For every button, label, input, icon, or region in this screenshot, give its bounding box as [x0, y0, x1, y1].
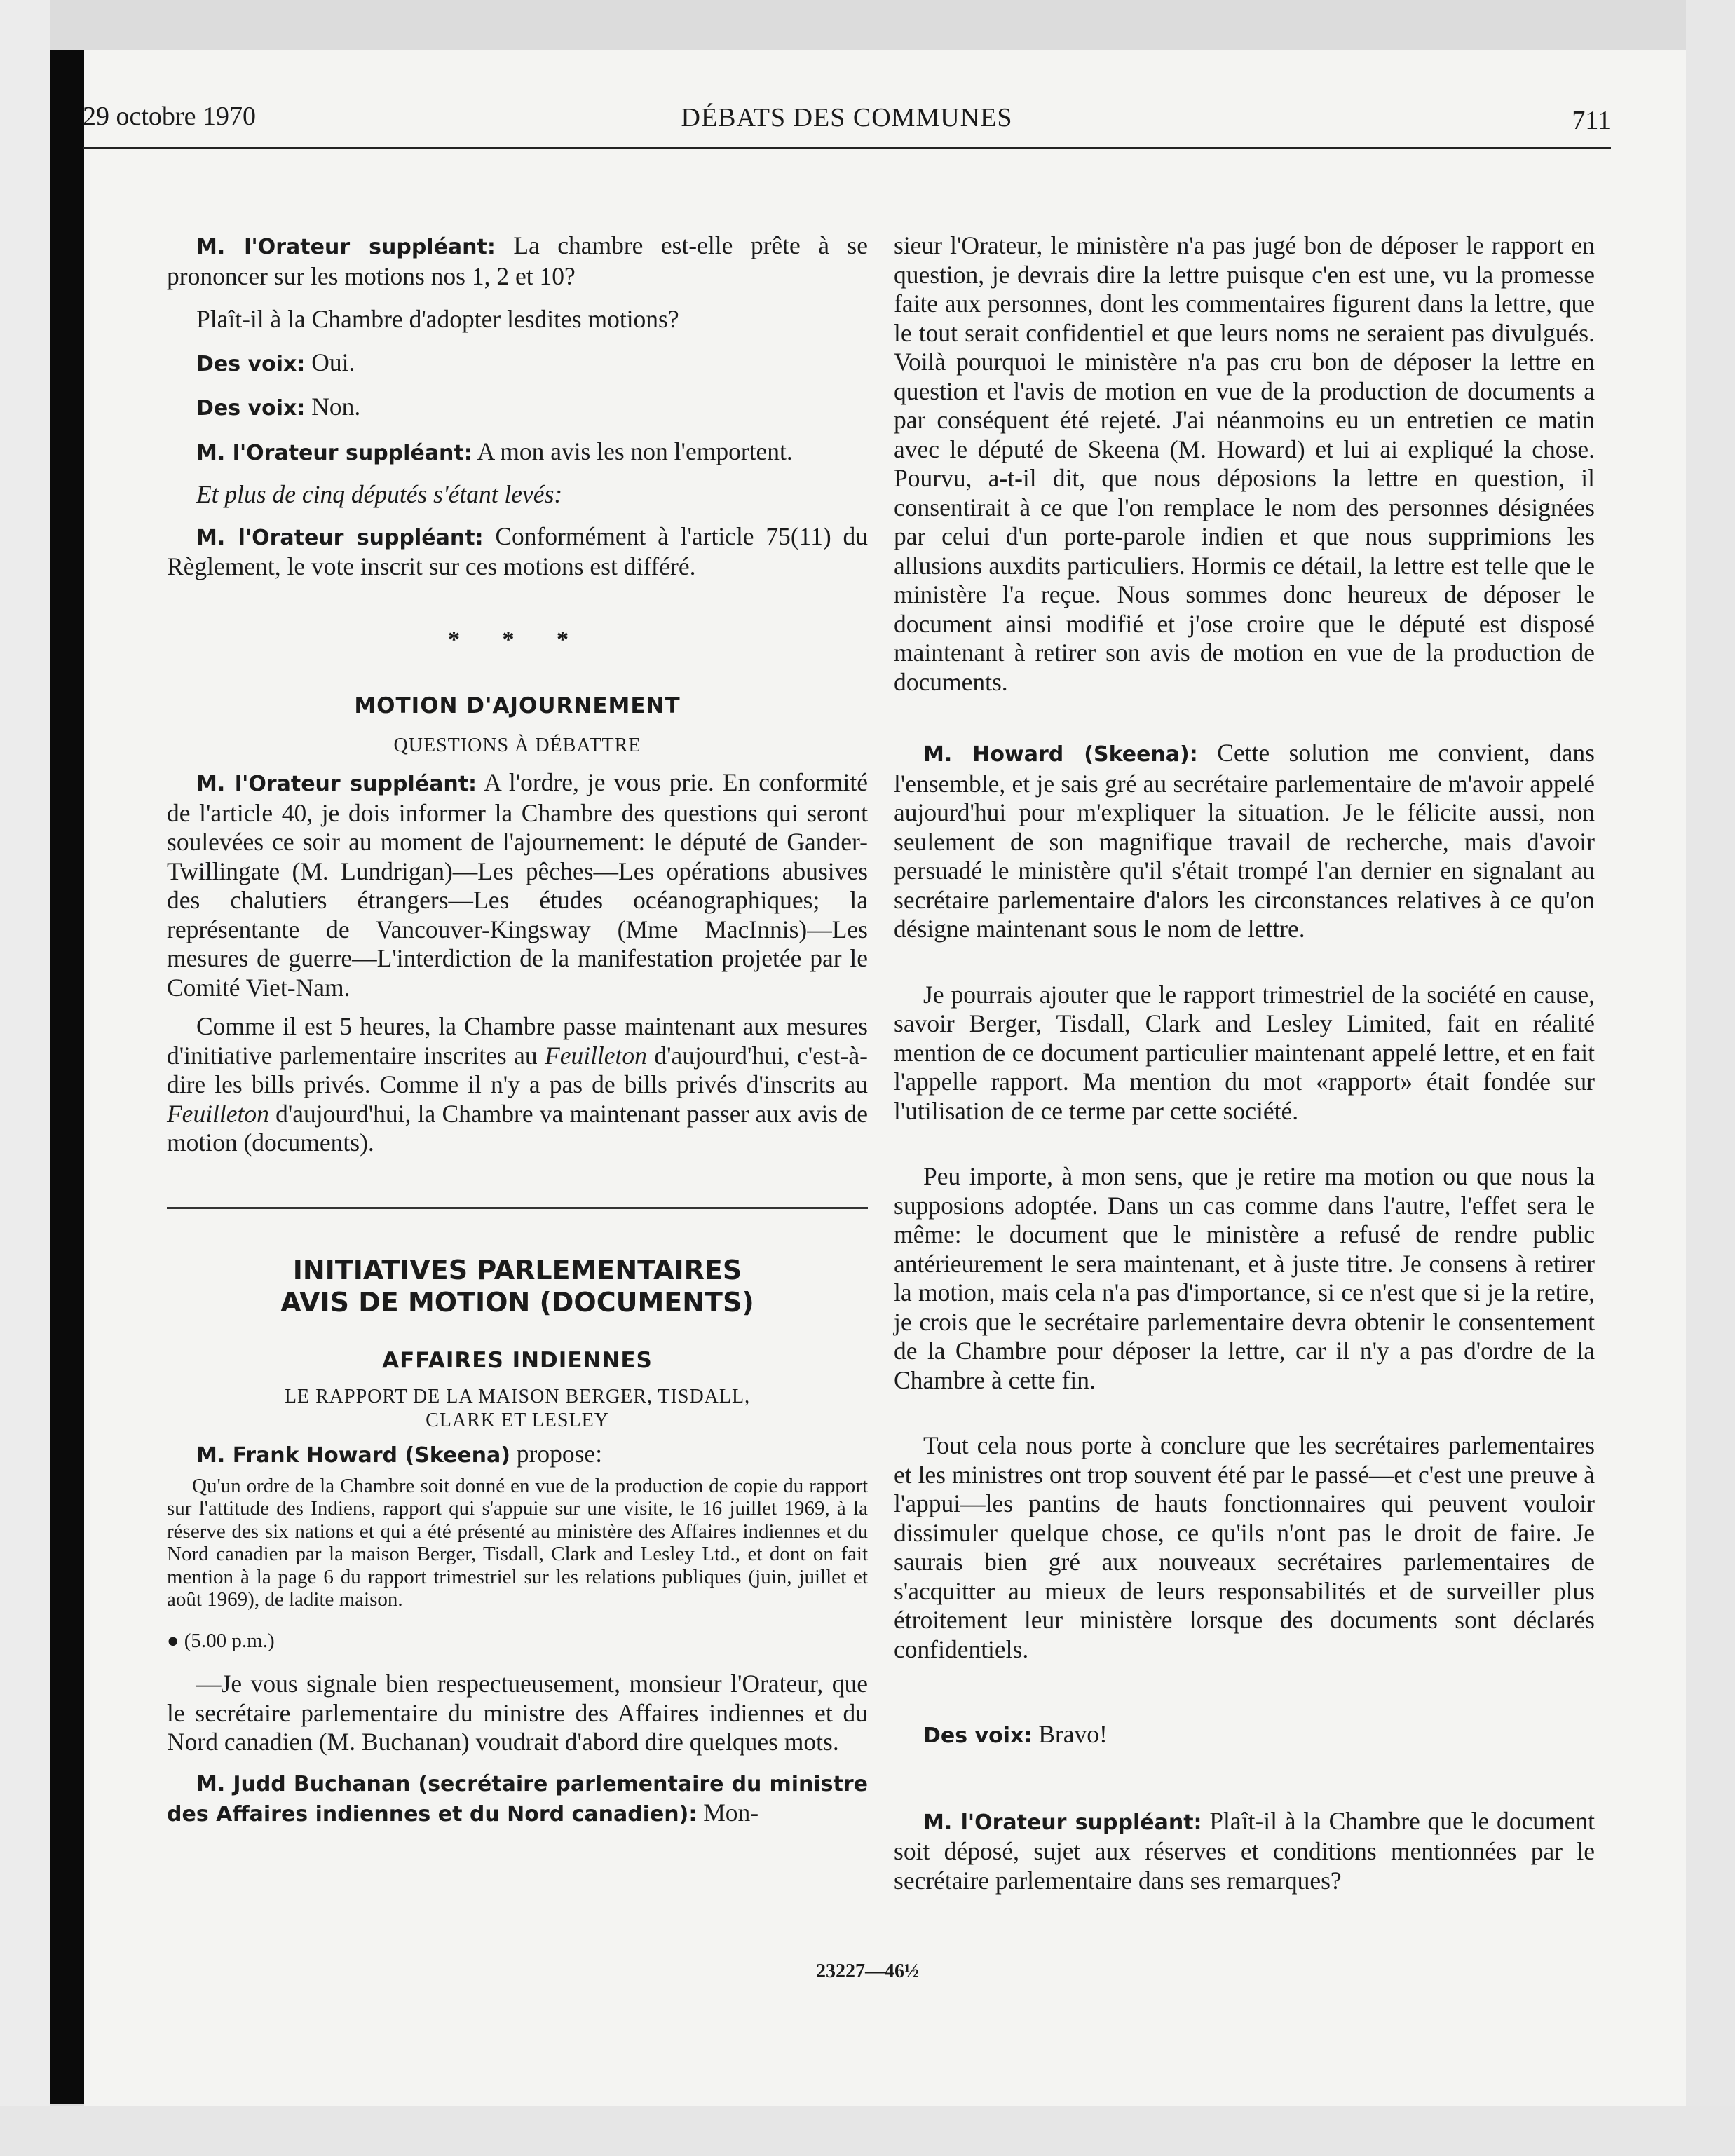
paragraph: M. Frank Howard (Skeena) propose:: [196, 1440, 603, 1468]
speaker-name: M. l'Orateur suppléant:: [196, 235, 496, 259]
header-title: DÉBATS DES COMMUNES: [681, 103, 1013, 132]
scan-binding-shadow: [50, 50, 84, 2104]
speaker-name: Des voix:: [196, 351, 306, 376]
paragraph: —Je vous signale bien respectueusement, monsieur l'Orateur, que le secrétaire parlementaire du ministre des Affaires indiennes et du Nord canadien (M. Buchanan) voudrait d'abord dire quelques mots.: [167, 1670, 868, 1756]
left-column: [167, 231, 868, 1829]
paragraph: Des voix: Bravo!: [923, 1720, 1108, 1748]
speaker-name: M. Frank Howard (Skeena): [196, 1443, 510, 1468]
right-column: [894, 231, 1595, 1895]
speaker-name: M. l'Orateur suppléant:: [923, 1810, 1202, 1835]
section-heading: AVIS DE MOTION (DOCUMENTS): [280, 1286, 754, 1318]
page-number: 711: [1572, 106, 1611, 135]
section-separator: * * *: [448, 626, 587, 653]
scan-bottom-margin: [0, 2106, 1735, 2156]
section-subheading: CLARK ET LESLEY: [426, 1410, 609, 1431]
stage-direction: Et plus de cinq députés s'étant levés:: [196, 480, 563, 508]
paragraph: Peu importe, à mon sens, que je retire ma motion ou que nous la supposions adoptée. Dans un cas comme dans l'autre, l'effet sera le même: le document que le ministère a refusé de rendre public antérieurement le sera maintenant, et à juste titre. Je consens à retirer la motion, mais cela n'a pas d'importance, si ce n'est que si je la retire, je crois que le secrétaire parlementaire devra obtenir le consentement de la Chambre pour déposer la lettre, car il n'y a pas d'ordre de la Chambre à cette fin.: [894, 1162, 1595, 1394]
paragraph: Des voix: Oui.: [196, 348, 355, 376]
scan-right-margin: [1686, 0, 1735, 2156]
paragraph: M. l'Orateur suppléant: A mon avis les non l'emportent.: [196, 437, 793, 465]
speaker-name: M. l'Orateur suppléant:: [196, 525, 484, 550]
paragraph: M. l'Orateur suppléant: La chambre est-elle prête à se prononcer sur les motions nos 1, 2 et 10?: [167, 231, 868, 290]
paragraph: Des voix: Non.: [196, 393, 361, 421]
section-subheading: LE RAPPORT DE LA MAISON BERGER, TISDALL,: [284, 1386, 751, 1407]
paragraph: Je pourrais ajouter que le rapport trimestriel de la société en cause, savoir Berger, Tisdall, Clark and Lesley Limited, fait en réalité mention de ce document particulier maintenant appelé lettre, et en fait l'appelle rapport. Ma mention du mot «rapport» était fondée sur l'utilisation de ce terme par cette société.: [894, 980, 1595, 1125]
speaker-name: M. Judd Buchanan (secrétaire parlementaire du ministre des Affaires indiennes et du Nord canadien):: [167, 1771, 868, 1827]
speaker-name: Des voix:: [923, 1724, 1033, 1748]
speaker-name: Des voix:: [196, 396, 306, 421]
header-date: 29 octobre 1970: [83, 102, 256, 131]
section-heading: INITIATIVES PARLEMENTAIRES: [292, 1254, 742, 1285]
section-divider: [167, 1207, 868, 1209]
speaker-name: M. l'Orateur suppléant:: [196, 772, 477, 796]
paragraph: Plaît-il à la Chambre d'adopter lesdites motions?: [196, 305, 679, 333]
paragraph: M. l'Orateur suppléant: Conformément à l'article 75(11) du Règlement, le vote inscrit sur ces motions est différé.: [167, 521, 868, 580]
paragraph: M. Howard (Skeena): Cette solution me convient, dans l'ensemble, et je sais gré au secrétaire parlementaire de m'avoir appelé aujourd'hui pour m'expliquer la situation. Je le félicite aussi, non seulement de son magnifique travail de recherche, mais d'avoir persuadé le ministère qu'il s'était trompé l'an dernier en signalant au secrétaire parlementaire d'alors les circonstances relatives à ce qu'on désigne maintenant sous le nom de lettre.: [894, 739, 1595, 943]
page-header: [83, 98, 1611, 149]
section-subheading: QUESTIONS À DÉBATTRE: [393, 734, 641, 756]
paragraph: M. Judd Buchanan (secrétaire parlementaire du ministre des Affaires indiennes et du Nord canadien): Mon-: [167, 1771, 868, 1827]
speaker-name: M. l'Orateur suppléant:: [196, 440, 472, 465]
paragraph: M. l'Orateur suppléant: Plaît-il à la Chambre que le document soit déposé, sujet aux réserves et conditions mentionnées par le secrétaire parlementaire dans ses remarques?: [894, 1806, 1595, 1895]
speaker-name: M. Howard (Skeena):: [923, 742, 1198, 767]
print-code-footer: 23227—46½: [816, 1960, 919, 1982]
section-heading: MOTION D'AJOURNEMENT: [354, 693, 681, 718]
motion-text: Qu'un ordre de la Chambre soit donné en vue de la production de copie du rapport sur l'attitude des Indiens, rapport qui s'appuie sur une visite, le 16 juillet 1969, à la réserve des six nations et qui a été présenté au ministère des Affaires indiennes et du Nord canadien par la maison Berger, Tisdall, Clark and Lesley Ltd., et dont on fait mention à la page 6 du rapport trimestriel sur les relations publiques (juin, juillet et août 1969), de ladite maison.: [167, 1474, 868, 1611]
time-marker: ● (5.00 p.m.): [167, 1629, 275, 1652]
paragraph: sieur l'Orateur, le ministère n'a pas jugé bon de déposer le rapport en question, je devrais dire la lettre puisque c'en est une, vu la promesse faite aux personnes, dont les commentaires figurent dans la lettre, que le tout serait confidentiel et que leurs noms ne seraient pas divulgués. Voilà pourquoi le ministère n'a pas cru bon de déposer la lettre en question et l'avis de motion en vue de la production de documents a par conséquent été rejeté. J'ai néanmoins eu un entretien ce matin avec le député de Skeena (M. Howard) et lui ai expliqué la chose. Pourvu, a-t-il dit, que nous déposions la lettre en question, il consentirait à ce que l'on remplace le nom des personnes désignées par celui d'un porte-parole indien et que nous supprimions les allusions auxdits particuliers. Hormis ce détail, la lettre est telle que le ministère l'a reçue. Nous sommes donc heureux de déposer le document ainsi modifié et j'ose croire que le député est disposé maintenant à retirer son avis de motion en vue de la production de documents.: [894, 231, 1595, 696]
scan-left-margin: [0, 0, 50, 2156]
paragraph: M. l'Orateur suppléant: A l'ordre, je vous prie. En conformité de l'article 40, je dois informer la Chambre des questions qui seront soulevées ce soir au moment de l'ajournement: le député de Gander-Twillingate (M. Lundrigan)—Les pêches—Les opérations abusives des chalutiers étrangers—Les études océanographiques; la représentante de Vancouver-Kingsway (Mme MacInnis)—Les mesures de guerre—L'interdiction de la manifestation projetée par le Comité Viet-Nam.: [167, 768, 868, 1002]
section-heading: AFFAIRES INDIENNES: [382, 1347, 653, 1373]
paragraph: Comme il est 5 heures, la Chambre passe maintenant aux mesures d'initiative parlementaire inscrites au Feuilleton d'aujourd'hui, c'est-à-dire les bills privés. Comme il n'y a pas de bills privés d'inscrits au Feuilleton d'aujourd'hui, la Chambre va maintenant passer aux avis de motion (documents).: [167, 1012, 868, 1157]
paragraph: Tout cela nous porte à conclure que les secrétaires parlementaires et les ministres ont trop souvent été par le passé—et c'est une preuve à l'appui—les pantins de hauts fonctionnaires qui peuvent vouloir dissimuler quelque chose, ce qu'ils n'ont pas le droit de faire. Je saurais bien gré aux nouveaux secrétaires parlementaires de s'acquitter au mieux de leurs responsabilités et de surveiller plus étroitement leur ministère lorsque des documents sont déclarés confidentiels.: [894, 1431, 1595, 1663]
